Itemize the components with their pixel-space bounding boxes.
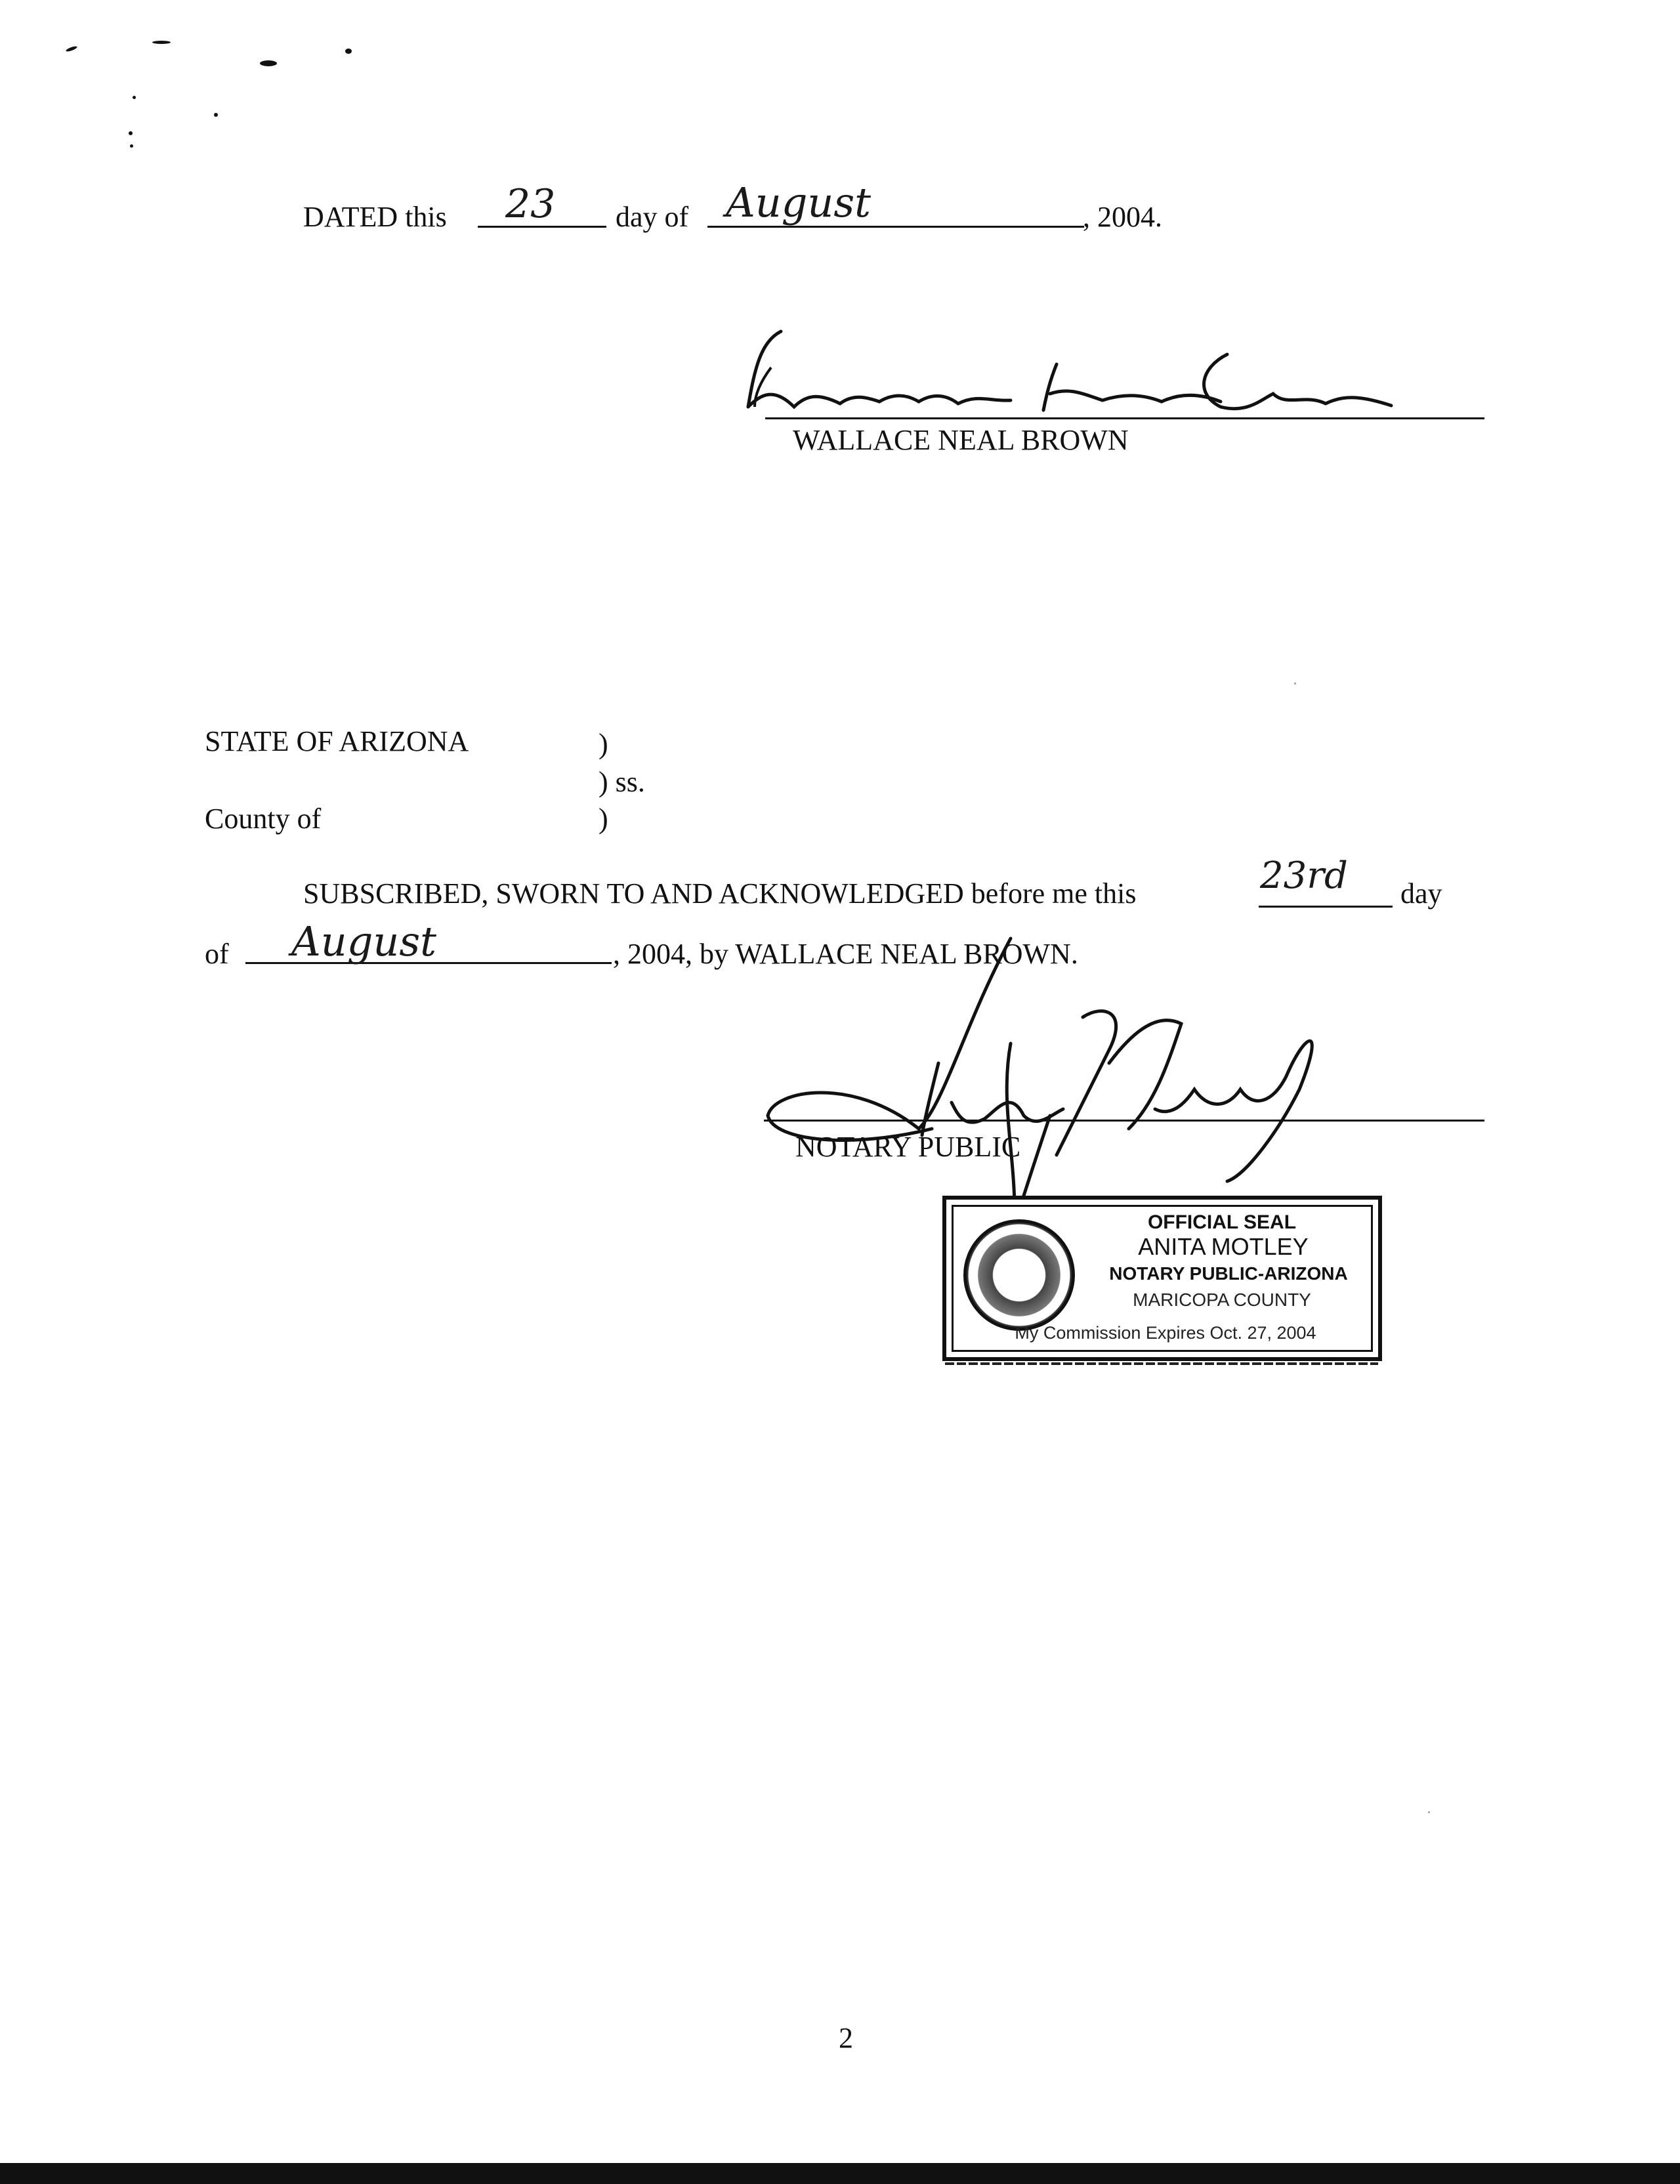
dated-day-handwritten: 23	[505, 181, 556, 227]
seal-smudge-line	[945, 1362, 1378, 1365]
ack-line2-prefix: of	[205, 938, 229, 970]
scan-bottom-border	[0, 2163, 1680, 2184]
ack-day-blank	[1259, 906, 1393, 908]
dated-month-handwritten: August	[726, 178, 872, 226]
scan-speck	[1294, 682, 1296, 684]
venue-state: STATE OF ARIZONA	[205, 725, 469, 757]
venue-paren-ss: ) ss.	[598, 766, 645, 798]
scan-speck	[260, 60, 277, 66]
venue-paren-3: )	[598, 803, 608, 835]
scan-speck	[152, 41, 171, 44]
ack-day-handwritten: 23rd	[1260, 854, 1348, 897]
state-seal-emblem	[963, 1219, 1075, 1331]
official-seal-stamp	[942, 1196, 1382, 1361]
venue-county: County of	[205, 803, 322, 835]
seal-line-5: My Commission Expires Oct. 27, 2004	[1015, 1323, 1316, 1343]
dated-middle: day of	[616, 201, 689, 233]
ack-line1-end: day	[1400, 877, 1442, 910]
seal-line-3: NOTARY PUBLIC-ARIZONA	[1109, 1263, 1348, 1284]
ack-month-handwritten: August	[291, 917, 437, 965]
venue-paren-1: )	[598, 728, 608, 760]
scan-speck	[66, 45, 78, 52]
signer-signature-line	[765, 417, 1484, 419]
ack-line2-suffix: , 2004, by WALLACE NEAL BROWN.	[613, 938, 1078, 970]
scan-speck	[133, 96, 136, 99]
scan-speck	[1428, 1811, 1430, 1813]
dated-year: , 2004.	[1083, 201, 1162, 233]
scan-speck	[214, 113, 218, 117]
notary-title: NOTARY PUBLIC	[795, 1131, 1021, 1163]
dated-prefix: DATED this	[303, 201, 447, 233]
seal-line-2: ANITA MOTLEY	[1138, 1233, 1309, 1260]
signer-printed-name: WALLACE NEAL BROWN	[793, 424, 1129, 456]
seal-line-1: OFFICIAL SEAL	[1147, 1211, 1297, 1233]
scan-speck	[129, 131, 133, 135]
scan-speck	[345, 49, 352, 54]
ack-line1: SUBSCRIBED, SWORN TO AND ACKNOWLEDGED before me this	[303, 877, 1137, 910]
seal-line-4: MARICOPA COUNTY	[1133, 1290, 1311, 1310]
scan-speck	[130, 144, 133, 148]
page-number: 2	[839, 2022, 853, 2054]
notary-signature-line	[764, 1120, 1484, 1122]
